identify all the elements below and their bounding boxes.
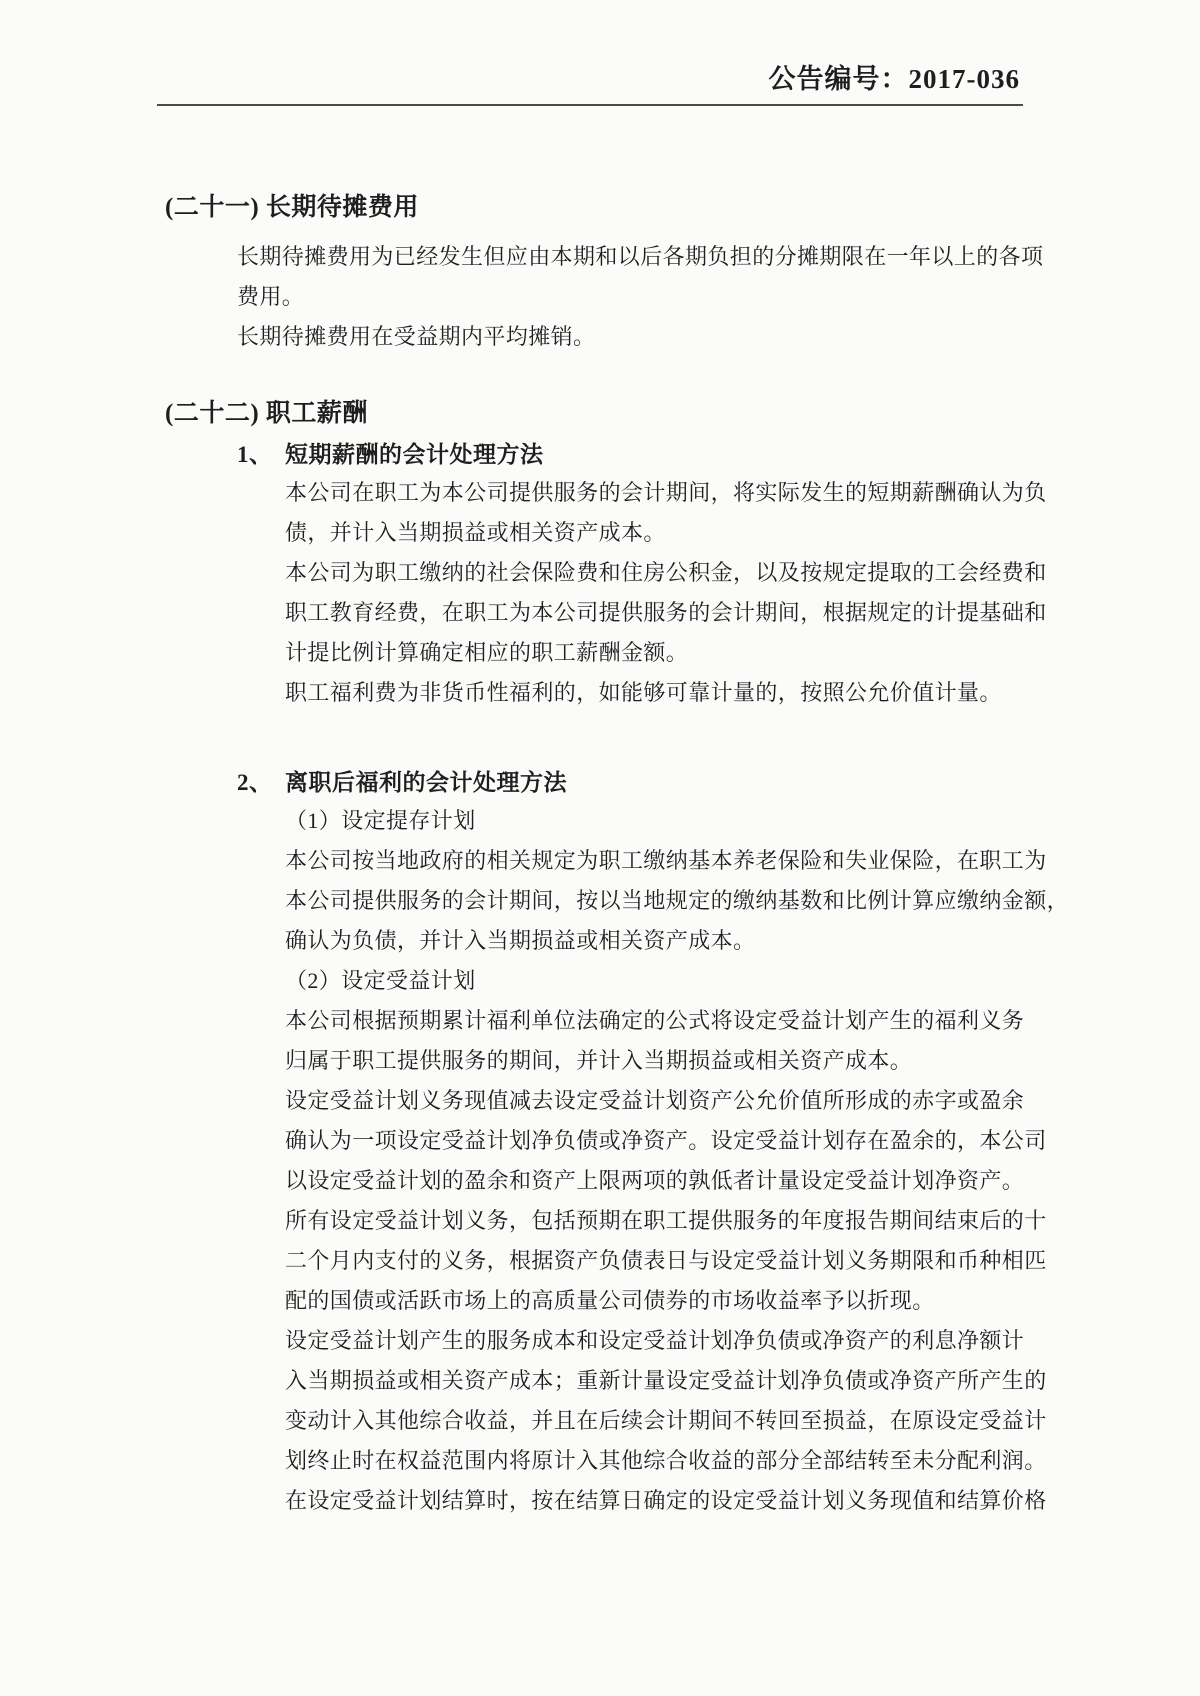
- item-number: 2、: [237, 770, 273, 795]
- text-line: 本公司为职工缴纳的社会保险费和住房公积金，以及按规定提取的工会经费和: [285, 560, 1047, 585]
- text-line: 二个月内支付的义务，根据资产负债表日与设定受益计划义务期限和币种相匹: [285, 1248, 1047, 1273]
- text-line: 变动计入其他综合收益，并且在后续会计期间不转回至损益，在原设定受益计: [285, 1408, 1047, 1433]
- text-line: 职工福利费为非货币性福利的，如能够可靠计量的，按照公允价值计量。: [285, 680, 1002, 705]
- text-line: 入当期损益或相关资产成本；重新计量设定受益计划净负债或净资产所产生的: [285, 1368, 1047, 1393]
- text-line: （2）设定受益计划: [285, 968, 476, 993]
- text-line: 配的国债或活跃市场上的高质量公司债券的市场收益率予以折现。: [285, 1288, 935, 1313]
- text-line: 在设定受益计划结算时，按在结算日确定的设定受益计划义务现值和结算价格: [285, 1488, 1047, 1513]
- item-title: 离职后福利的会计处理方法: [285, 770, 567, 795]
- text-line: 以设定受益计划的盈余和资产上限两项的孰低者计量设定受益计划净资产。: [285, 1168, 1025, 1193]
- text-line: 职工教育经费，在职工为本公司提供服务的会计期间，根据规定的计提基础和: [285, 600, 1047, 625]
- text-line: 设定受益计划义务现值减去设定受益计划资产公允价值所形成的赤字或盈余: [285, 1088, 1025, 1113]
- text-line: 债，并计入当期损益或相关资产成本。: [285, 520, 666, 545]
- text-line: 所有设定受益计划义务，包括预期在职工提供服务的年度报告期间结束后的十: [285, 1208, 1047, 1233]
- item-body: [285, 801, 1200, 1521]
- header-rule: [157, 104, 1023, 106]
- paragraph: [237, 237, 1200, 317]
- numbered-item: [0, 437, 1200, 713]
- text-line: 确认为负债，并计入当期损益或相关资产成本。: [285, 928, 756, 953]
- text-line: 确认为一项设定受益计划净负债或净资产。设定受益计划存在盈余的，本公司: [285, 1128, 1047, 1153]
- text-line: 划终止时在权益范围内将原计入其他综合收益的部分全部结转至未分配利润。: [285, 1448, 1047, 1473]
- item-body: [285, 473, 1200, 713]
- text-line: 计提比例计算确定相应的职工薪酬金额。: [285, 640, 689, 665]
- text-line: 本公司按当地政府的相关规定为职工缴纳基本养老保险和失业保险，在职工为: [285, 848, 1047, 873]
- announcement-number: 公告编号：2017-036: [768, 64, 1020, 94]
- text-line: 长期待摊费用在受益期内平均摊销。: [237, 324, 596, 349]
- text-line: 本公司提供服务的会计期间，按以当地规定的缴纳基数和比例计算应缴纳金额，: [285, 888, 1070, 913]
- item-heading: [237, 765, 1200, 801]
- paragraph: [237, 317, 1200, 357]
- text-line: （1）设定提存计划: [285, 808, 476, 833]
- numbered-item: [0, 765, 1200, 1521]
- text-line: 归属于职工提供服务的期间，并计入当期损益或相关资产成本。: [285, 1048, 913, 1073]
- section-heading: (二十一) 长期待摊费用: [165, 194, 419, 221]
- document-body: [0, 191, 1200, 1521]
- section: [0, 191, 1200, 357]
- text-line: 费用。: [237, 284, 305, 309]
- text-line: 长期待摊费用为已经发生但应由本期和以后各期负担的分摊期限在一年以上的各项: [237, 244, 1044, 269]
- text-line: 设定受益计划产生的服务成本和设定受益计划净负债或净资产的利息净额计: [285, 1328, 1025, 1353]
- text-line: 本公司根据预期累计福利单位法确定的公式将设定受益计划产生的福利义务: [285, 1008, 1025, 1033]
- item-title: 短期薪酬的会计处理方法: [285, 442, 544, 467]
- item-heading: [237, 437, 1200, 473]
- section-heading: (二十二) 职工薪酬: [165, 400, 368, 427]
- item-number: 1、: [237, 442, 273, 467]
- text-line: 本公司在职工为本公司提供服务的会计期间，将实际发生的短期薪酬确认为负: [285, 480, 1047, 505]
- section: [0, 397, 1200, 1521]
